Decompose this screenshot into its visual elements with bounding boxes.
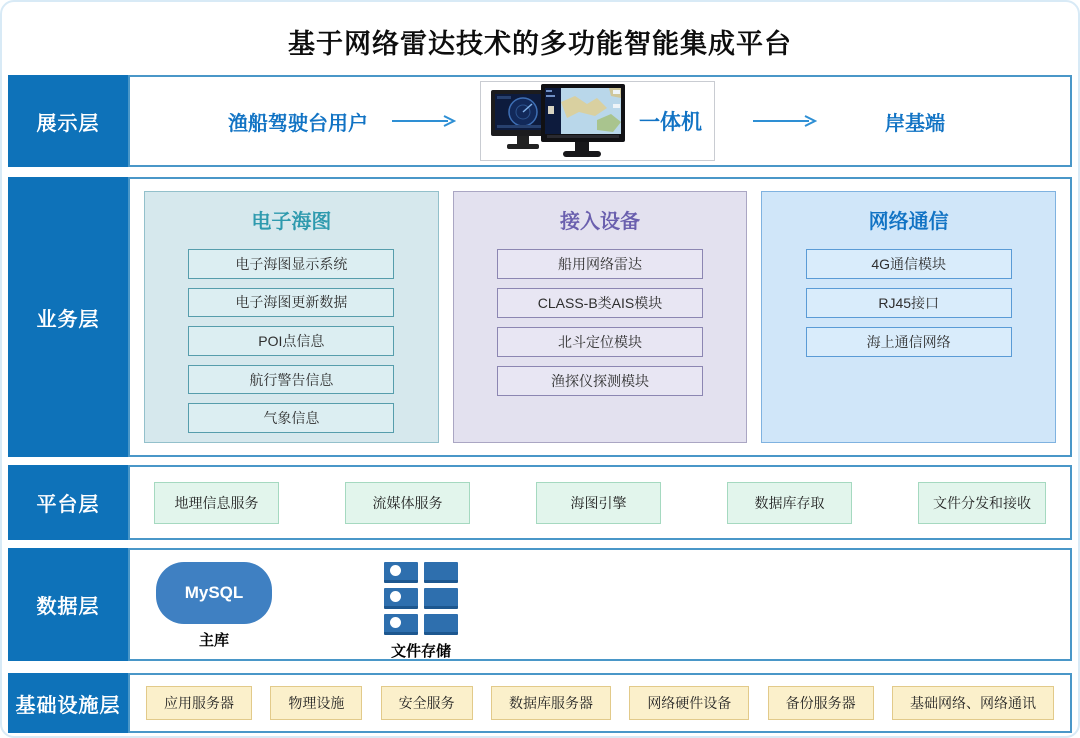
shore-terminal-text: 岸基端 xyxy=(885,112,945,135)
infra-box: 安全服务 xyxy=(381,686,473,720)
module-box: CLASS-B类AIS模块 xyxy=(497,288,703,318)
service-box: 数据库存取 xyxy=(727,482,852,524)
presentation-layer-row xyxy=(8,75,1072,167)
infrastructure-layer-content xyxy=(128,673,1072,733)
storage-cell-icon xyxy=(384,614,418,635)
mysql-group xyxy=(156,562,272,650)
platform-layer-row xyxy=(8,465,1072,540)
dual-monitor-image xyxy=(485,84,635,158)
column-title: 电子海图 xyxy=(251,211,332,233)
column-title: 网络通信 xyxy=(868,211,949,233)
module-box: 渔探仪探测模块 xyxy=(497,366,703,396)
data-layer-content xyxy=(128,548,1072,661)
platform-layer-label: 平台层 xyxy=(8,465,128,540)
column-access-devices xyxy=(453,191,748,443)
file-storage-group xyxy=(384,562,458,661)
business-layer-content xyxy=(128,177,1072,457)
storage-cell-icon xyxy=(424,562,458,583)
flow-arrow-icon xyxy=(753,114,817,128)
module-box: 航行警告信息 xyxy=(188,365,394,395)
infra-box: 应用服务器 xyxy=(146,686,252,720)
infrastructure-layer-label: 基础设施层 xyxy=(8,673,128,733)
service-box: 地理信息服务 xyxy=(154,482,279,524)
infra-box: 基础网络、网络通讯 xyxy=(892,686,1054,720)
infra-box: 网络硬件设备 xyxy=(629,686,749,720)
bridge-user-text: 渔船驾驶台用户 xyxy=(228,112,368,135)
module-box: 电子海图显示系统 xyxy=(188,249,394,279)
module-box: 4G通信模块 xyxy=(806,249,1012,279)
file-storage-icon xyxy=(384,562,458,635)
data-layer-row xyxy=(8,548,1072,661)
page-title: 基于网络雷达技术的多功能智能集成平台 xyxy=(288,29,792,59)
module-box: 电子海图更新数据 xyxy=(188,288,394,318)
module-box: 海上通信网络 xyxy=(806,327,1012,357)
infrastructure-layer-row xyxy=(8,673,1072,733)
infra-box: 物理设施 xyxy=(270,686,362,720)
mysql-caption: 主库 xyxy=(198,632,229,649)
module-box: 船用网络雷达 xyxy=(497,249,703,279)
all-in-one-device-box xyxy=(480,81,715,161)
chart-monitor-icon xyxy=(541,84,625,157)
layer-rows xyxy=(0,61,1080,733)
module-box: POI点信息 xyxy=(188,326,394,356)
column-title: 接入设备 xyxy=(560,211,640,233)
infra-box: 备份服务器 xyxy=(768,686,874,720)
module-box: 北斗定位模块 xyxy=(497,327,703,357)
storage-cell-icon xyxy=(424,614,458,635)
all-in-one-text: 一体机 xyxy=(639,111,702,134)
presentation-layer-content xyxy=(128,75,1072,167)
infra-box: 数据库服务器 xyxy=(491,686,611,720)
business-layer-row xyxy=(8,177,1072,457)
service-box: 文件分发和接收 xyxy=(918,482,1046,524)
storage-cell-icon xyxy=(384,562,418,583)
storage-cell-icon xyxy=(384,588,418,609)
storage-caption: 文件存储 xyxy=(390,643,451,660)
mysql-database-shape: MySQL xyxy=(156,562,272,624)
presentation-layer-label: 展示层 xyxy=(8,75,128,167)
service-box: 海图引擎 xyxy=(536,482,661,524)
platform-layer-content xyxy=(128,465,1072,540)
module-box: RJ45接口 xyxy=(806,288,1012,318)
business-layer-label: 业务层 xyxy=(8,177,128,457)
module-box: 气象信息 xyxy=(188,403,394,433)
flow-arrow-icon xyxy=(392,114,456,128)
data-layer-label: 数据层 xyxy=(8,548,128,661)
service-box: 流媒体服务 xyxy=(345,482,470,524)
column-electronic-chart xyxy=(144,191,439,443)
column-network-communication xyxy=(761,191,1056,443)
storage-cell-icon xyxy=(424,588,458,609)
